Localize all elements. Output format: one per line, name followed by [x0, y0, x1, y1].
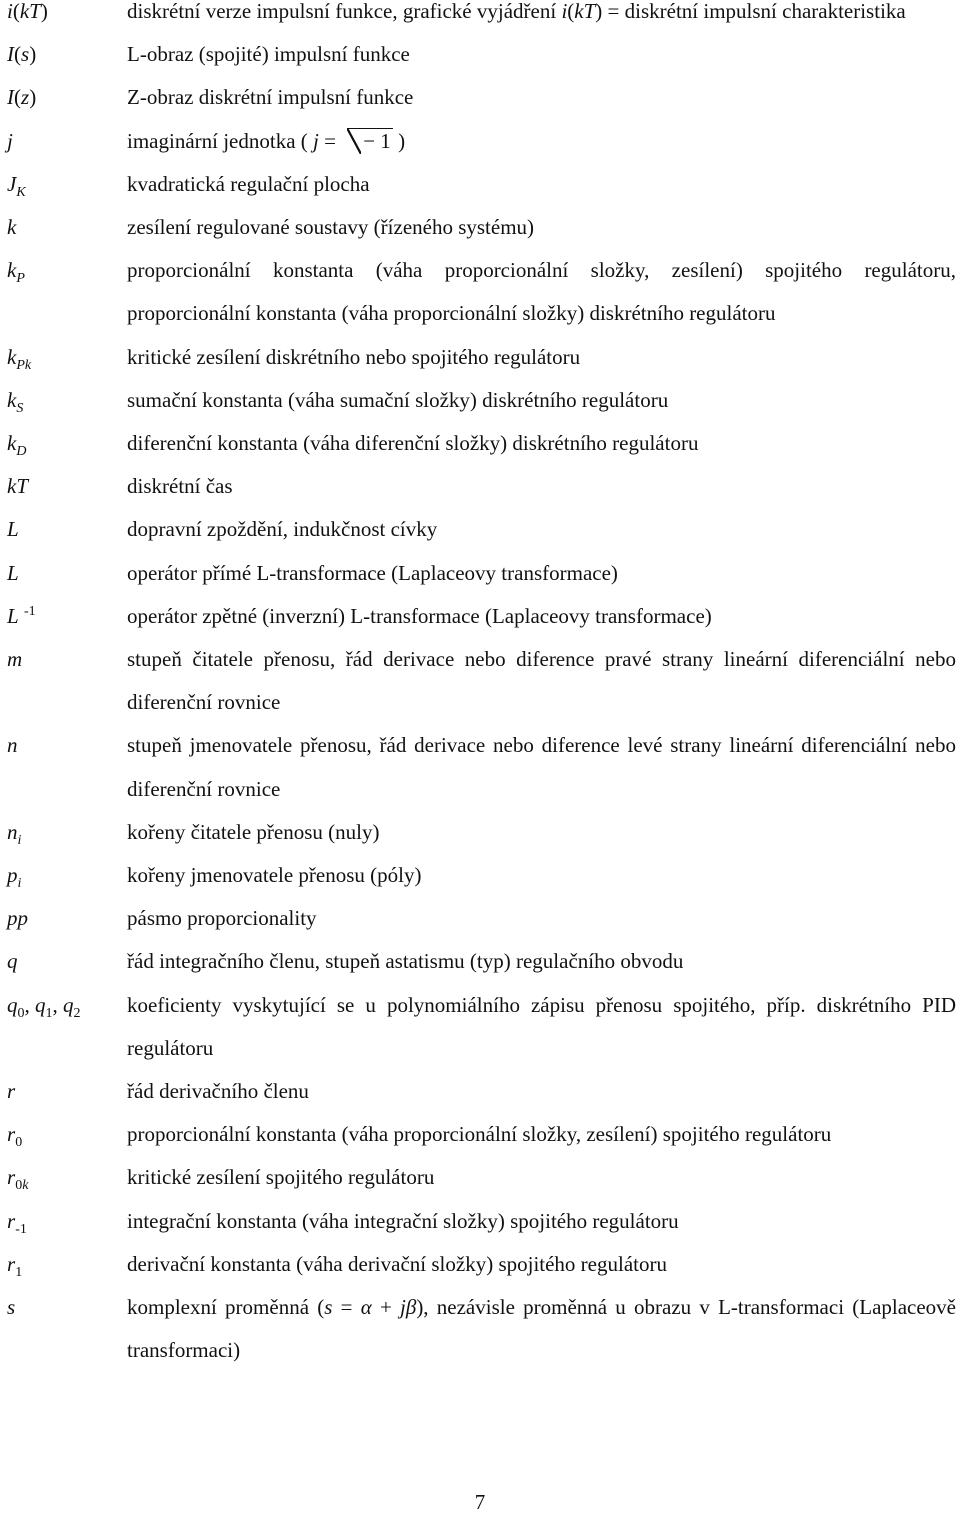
symbol: $r_0$: [7, 1122, 23, 1151]
symbol: m: [7, 647, 23, 672]
symbol-entry: [0, 595, 960, 638]
symbol-definition: proporcionální konstanta (váha proporcionální složky, zesílení) spojitého regulátoru: [127, 1122, 832, 1147]
symbol-definition: koeficienty vyskytující se u polynomiálního zápisu přenosu spojitého, příp. diskrétního PID regulátoru: [127, 992, 956, 1060]
symbol-entry: [0, 336, 960, 379]
symbol-entry: [0, 163, 960, 206]
symbol: I(z): [7, 85, 37, 110]
symbol-entry: [0, 1070, 960, 1113]
symbol-entry: [0, 206, 960, 249]
symbol-definition: řád derivačního členu: [127, 1079, 309, 1104]
symbol: L: [7, 560, 19, 585]
symbol-definition: řád integračního členu, stupeň astatismu (typ) regulačního obvodu: [127, 949, 684, 974]
symbol-entry: [0, 1200, 960, 1243]
symbol: $r_{-1}$: [7, 1208, 27, 1237]
symbol-definition: derivační konstanta (váha derivační složky) spojitého regulátoru: [127, 1251, 667, 1276]
symbol-definition: komplexní proměnná (s = α + jβ), nezávisle proměnná u obrazu v L-transformaci (Laplaceově transformaci): [127, 1295, 957, 1363]
symbol: k: [7, 215, 17, 240]
symbol-definition: imaginární jednotka ( j = − 1 ): [127, 128, 406, 153]
symbol: $q_0$, $q_1$, $q_2$: [7, 992, 81, 1021]
symbol-definition: diferenční konstanta (váha diferenční složky) diskrétního regulátoru: [127, 431, 699, 456]
symbol: kT: [7, 474, 28, 499]
symbol: i(kT): [7, 0, 48, 23]
symbol: $k_{Pk}$: [7, 344, 32, 373]
symbol-definition: kořeny jmenovatele přenosu (póly): [127, 863, 422, 888]
symbol: r: [7, 1079, 16, 1104]
symbol-definition: diskrétní čas: [127, 474, 233, 499]
symbol: L $^{-1}$: [7, 603, 36, 628]
symbol: $r_{0k}$: [7, 1165, 29, 1194]
symbol-definition: kořeny čitatele přenosu (nuly): [127, 819, 380, 844]
symbol-entry: [0, 1243, 960, 1286]
symbol-entry: [0, 638, 960, 724]
symbol-entry: [0, 1113, 960, 1156]
symbol-definition: L-obraz (spojité) impulsní funkce: [127, 42, 410, 67]
symbol: s: [7, 1295, 16, 1320]
symbol-definition: zesílení regulované soustavy (řízeného systému): [127, 215, 535, 240]
symbol: $p_i$: [7, 863, 22, 892]
symbol-entry: [0, 249, 960, 335]
symbol-definition: dopravní zpoždění, indukčnost cívky: [127, 517, 438, 542]
symbol-definition: sumační konstanta (váha sumační složky) diskrétního regulátoru: [127, 387, 669, 412]
symbol: $k_D$: [7, 431, 27, 460]
symbol: pp: [7, 906, 28, 931]
symbol-definition: kritické zesílení spojitého regulátoru: [127, 1165, 435, 1190]
symbol: $k_S$: [7, 387, 24, 417]
symbol-entry: [0, 552, 960, 595]
symbol-entry: [0, 897, 960, 940]
symbol-definition: operátor přímé L-transformace (Laplaceovy transformace): [127, 560, 618, 585]
symbol-definition: operátor zpětné (inverzní) L-transformace (Laplaceovy transformace): [127, 603, 712, 628]
symbol-entry: [0, 1286, 960, 1372]
symbol-entry: [0, 120, 960, 163]
symbol: $J_K$: [7, 171, 26, 200]
symbol-entry: [0, 0, 960, 33]
symbol-entry: [0, 508, 960, 551]
symbol-definition: pásmo proporcionality: [127, 906, 317, 931]
symbol-entry: [0, 1156, 960, 1199]
symbol: $r_1$: [7, 1251, 23, 1281]
symbol-entry: [0, 811, 960, 854]
page-number: 7: [474, 1490, 486, 1514]
symbol: j: [7, 128, 13, 153]
symbol-definition: kvadratická regulační plocha: [127, 171, 370, 196]
symbol-entry: [0, 724, 960, 810]
symbol-entry: [0, 33, 960, 76]
symbol-definition: stupeň čitatele přenosu, řád derivace nebo diference pravé strany lineární diferenciální nebo diferenční rovnice: [127, 647, 956, 715]
symbol: $n_i$: [7, 819, 22, 849]
symbol-entry: [0, 465, 960, 508]
symbol-entry: [0, 984, 960, 1070]
symbol-entry: [0, 854, 960, 897]
symbol-entry: [0, 422, 960, 465]
symbol: $k_P$: [7, 258, 25, 287]
symbol-entry: [0, 379, 960, 422]
symbol-definition: stupeň jmenovatele přenosu, řád derivace nebo diference levé strany lineární diferenciální nebo diferenční rovnice: [127, 733, 956, 801]
symbol-entry: [0, 940, 960, 983]
symbol-definition: kritické zesílení diskrétního nebo spojitého regulátoru: [127, 344, 581, 369]
symbol: I(s): [7, 42, 37, 67]
symbol-definition: proporcionální konstanta (váha proporcionální složky, zesílení) spojitého regulátoru, proporcionální konstanta (váha proporcionální složky) diskrétního regulátoru: [127, 258, 956, 326]
symbol-definition: Z-obraz diskrétní impulsní funkce: [127, 85, 414, 110]
symbol-definition: diskrétní verze impulsní funkce, grafické vyjádření i(kT) = diskrétní impulsní charakteristika: [127, 0, 906, 23]
symbol: L: [7, 517, 19, 542]
symbol-entry: [0, 76, 960, 119]
symbol-definition: integrační konstanta (váha integrační složky) spojitého regulátoru: [127, 1208, 679, 1233]
symbol: n: [7, 733, 18, 758]
symbol: q: [7, 949, 18, 974]
